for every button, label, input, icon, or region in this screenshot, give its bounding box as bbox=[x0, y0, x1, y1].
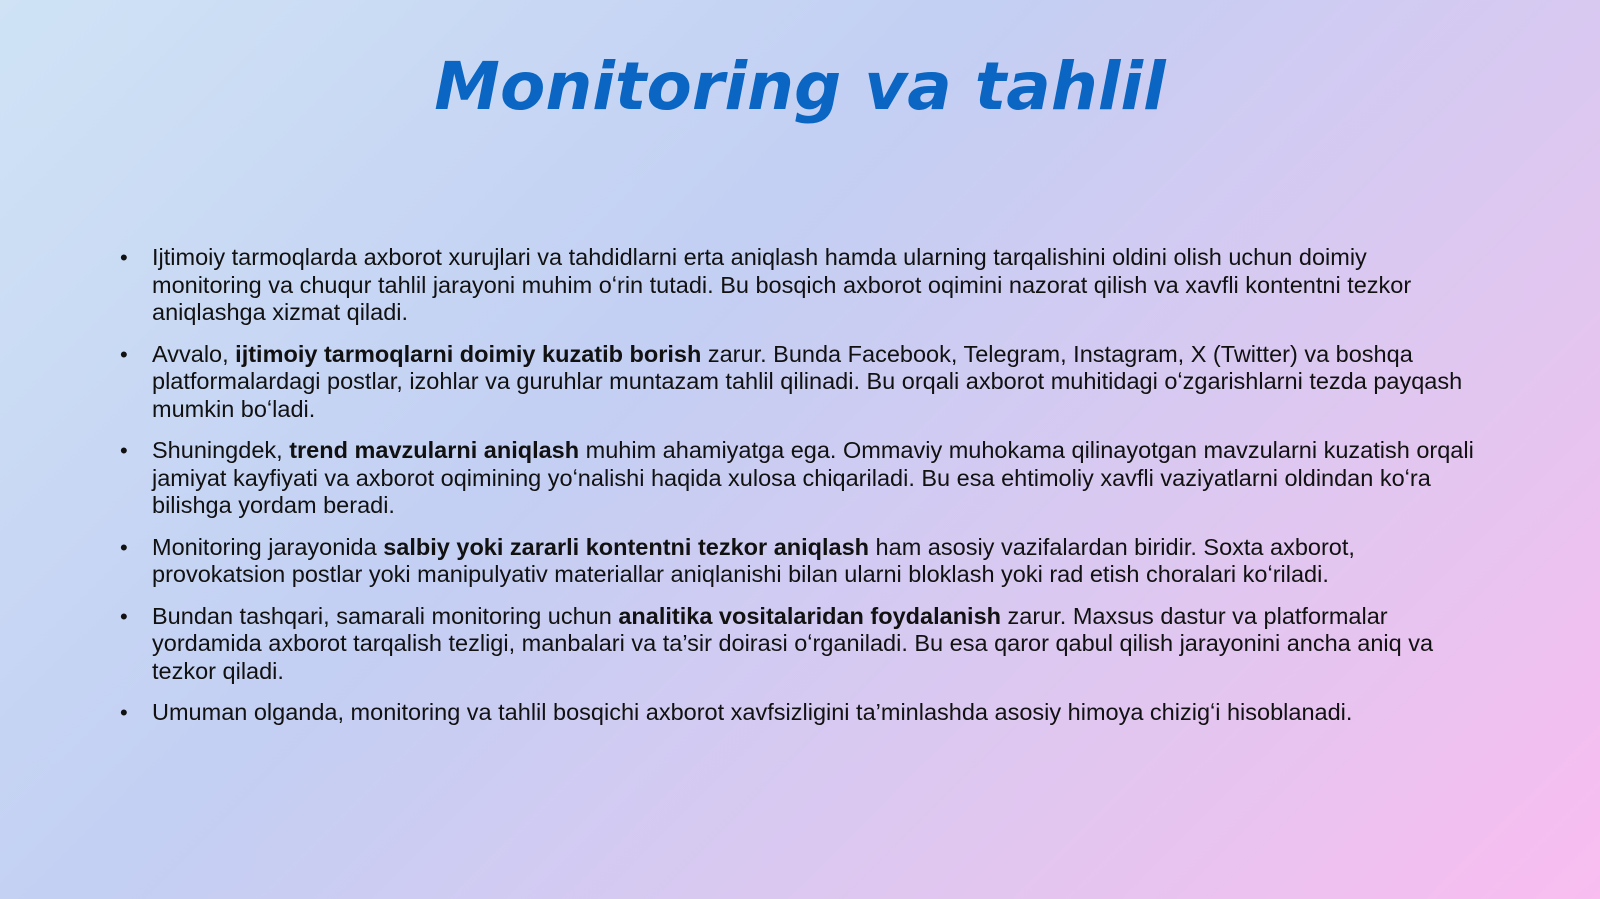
bullet-text: Monitoring jarayonida bbox=[152, 533, 384, 560]
bullet-list bbox=[118, 244, 1480, 741]
bullet-text: muhim ahamiyatga ega. Ommaviy muhokama qilinayotgan mavzularni kuzatish orqali jamiyat kayfiyati va axborot oqimining yoʻnalishi haqida xulosa chiqariladi. Bu esa ehtimoliy xavfli vaziyatlarni oldindan koʻra bilishga yordam beradi. bbox=[152, 437, 1474, 518]
bullet-text: Bundan tashqari, samarali monitoring uchun bbox=[152, 602, 619, 629]
bullet-text: ham asosiy vazifalardan biridir. Soxta axborot, provokatsion postlar yoki manipulyativ materiallar aniqlanishi bilan ularni bloklash yoki rad etish choralari koʻriladi. bbox=[152, 533, 1355, 587]
bullet-item bbox=[118, 244, 1480, 327]
bullet-bold-text: ijtimoiy tarmoqlarni doimiy kuzatib borish bbox=[235, 340, 702, 367]
bullet-bold-text: analitika vositalaridan foydalanish bbox=[618, 602, 1002, 629]
bullet-item bbox=[118, 437, 1480, 520]
bullet-item bbox=[118, 603, 1480, 686]
bullet-bold-text: salbiy yoki zararli kontentni tezkor aniqlash bbox=[383, 533, 870, 560]
bullet-text: Umuman olganda, monitoring va tahlil bosqichi axborot xavfsizligini ta’minlashda asosiy himoya chizigʻi hisoblanadi. bbox=[152, 699, 1353, 725]
bullet-bold-text: trend mavzularni aniqlash bbox=[289, 437, 580, 463]
bullet-text: Avvalo, bbox=[152, 340, 236, 367]
bullet-item bbox=[118, 534, 1480, 589]
bullet-item bbox=[118, 341, 1480, 424]
bullet-text: zarur. Maxsus dastur va platformalar yordamida axborot tarqalish tezligi, manbalari va ta’sir doirasi oʻrganiladi. Bu esa qaror qabul qilish jarayonini ancha aniq va tezkor qiladi. bbox=[152, 602, 1434, 684]
slide-title: Monitoring va tahlil bbox=[434, 48, 1166, 125]
bullet-item bbox=[118, 699, 1480, 727]
bullet-text: Ijtimoiy tarmoqlarda axborot xurujlari va tahdidlarni erta aniqlash hamda ularning tarqalishini oldini olish uchun doimiy monitoring va chuqur tahlil jarayoni muhim oʻrin tutadi. Bu bosqich axborot oqimini nazorat qilish va xavfli kontentni tezkor aniqlashga xizmat qiladi. bbox=[152, 244, 1412, 325]
bullet-text: zarur. Bunda Facebook, Telegram, Instagram, X (Twitter) va boshqa platformalardagi postlar, izohlar va guruhlar muntazam tahlil qilinadi. Bu orqali axborot muhitidagi oʻzgarishlarni tezda payqash mumkin boʻladi. bbox=[152, 340, 1463, 422]
bullet-text: Shuningdek, bbox=[152, 437, 290, 463]
